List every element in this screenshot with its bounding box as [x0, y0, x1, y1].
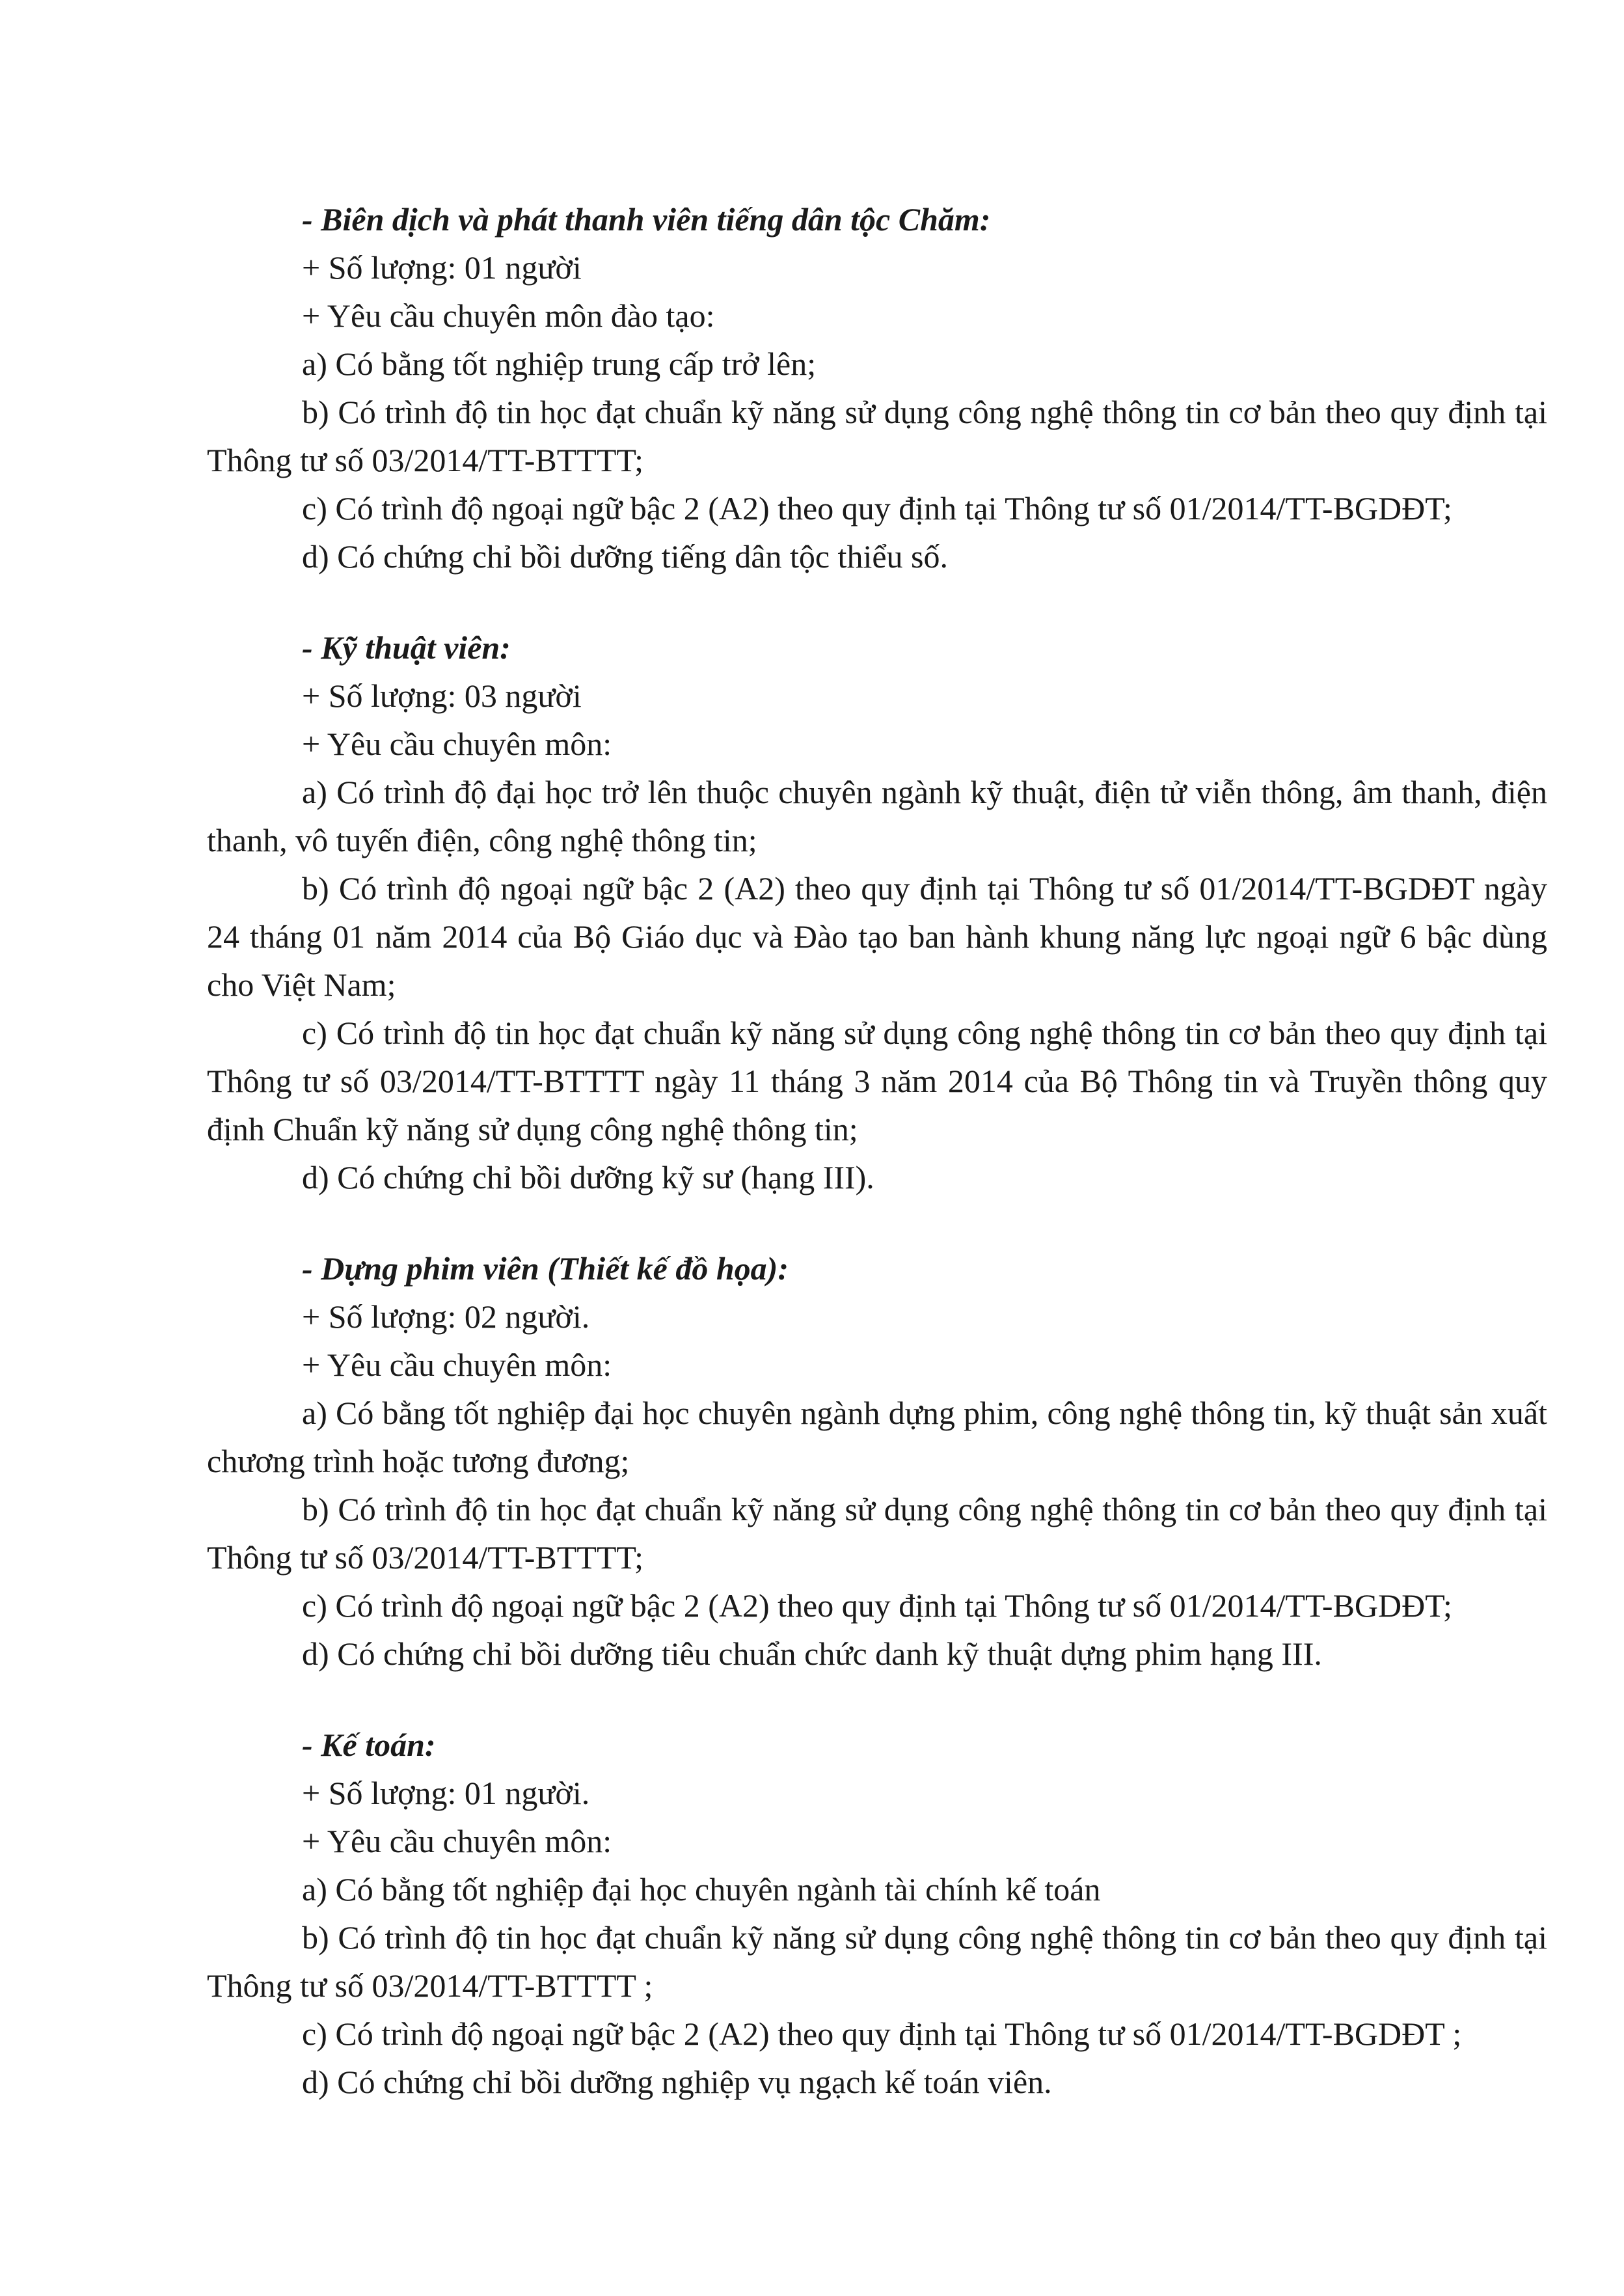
requirement-item: c) Có trình độ tin học đạt chuẩn kỹ năng sử dụng công nghệ thông tin cơ bản theo quy định tại Thông tư số 03/2014/TT-BTTTT ngày 11 tháng 3 năm 2014 của Bộ Thông tin và Truyền thông quy định Chuẩn kỹ năng sử dụng công nghệ thông tin; [207, 1015, 1547, 1147]
requirement-item: c) Có trình độ ngoại ngữ bậc 2 (A2) theo quy định tại Thông tư số 01/2014/TT-BGDĐT ; [302, 2016, 1462, 2052]
requirement-title: + Yêu cầu chuyên môn đào tạo: [302, 297, 715, 334]
document-page [207, 195, 1547, 2106]
requirement-item: b) Có trình độ ngoại ngữ bậc 2 (A2) theo quy định tại Thông tư số 01/2014/TT-BGDĐT ngày 24 tháng 01 năm 2014 của Bộ Giáo dục và Đào tạo ban hành khung năng lực ngoại ngữ 6 bậc dùng cho Việt Nam; [207, 870, 1547, 1003]
requirement-title: + Yêu cầu chuyên môn: [302, 1823, 612, 1859]
section-dung-phim-vien [207, 1244, 1547, 1678]
section-ky-thuat-vien [207, 623, 1547, 1201]
requirement-item: d) Có chứng chỉ bồi dưỡng nghiệp vụ ngạch kế toán viên. [302, 2064, 1052, 2100]
section-heading: - Kế toán: [302, 1727, 436, 1763]
requirement-item: a) Có bằng tốt nghiệp đại học chuyên ngành tài chính kế toán [302, 1871, 1101, 1907]
requirement-item: b) Có trình độ tin học đạt chuẩn kỹ năng sử dụng công nghệ thông tin cơ bản theo quy định tại Thông tư số 03/2014/TT-BTTTT ; [207, 1919, 1547, 2004]
quantity-line: + Số lượng: 01 người [302, 249, 582, 286]
requirement-title: + Yêu cầu chuyên môn: [302, 726, 612, 762]
section-heading: - Kỹ thuật viên: [302, 629, 511, 666]
quantity-line: + Số lượng: 02 người. [302, 1298, 590, 1335]
requirement-item: b) Có trình độ tin học đạt chuẩn kỹ năng sử dụng công nghệ thông tin cơ bản theo quy định tại Thông tư số 03/2014/TT-BTTTT; [207, 1491, 1547, 1576]
requirement-item: a) Có bằng tốt nghiệp đại học chuyên ngành dựng phim, công nghệ thông tin, kỹ thuật sản xuất chương trình hoặc tương đương; [207, 1395, 1547, 1479]
requirement-item: d) Có chứng chỉ bồi dưỡng tiêu chuẩn chức danh kỹ thuật dựng phim hạng III. [302, 1635, 1322, 1672]
requirement-item: c) Có trình độ ngoại ngữ bậc 2 (A2) theo quy định tại Thông tư số 01/2014/TT-BGDĐT; [302, 1587, 1452, 1624]
requirement-item: b) Có trình độ tin học đạt chuẩn kỹ năng sử dụng công nghệ thông tin cơ bản theo quy định tại Thông tư số 03/2014/TT-BTTTT; [207, 394, 1547, 478]
section-bien-dich-cham [207, 195, 1547, 581]
section-heading: - Biên dịch và phát thanh viên tiếng dân tộc Chăm: [302, 201, 991, 238]
section-ke-toan [207, 1721, 1547, 2106]
requirement-item: c) Có trình độ ngoại ngữ bậc 2 (A2) theo quy định tại Thông tư số 01/2014/TT-BGDĐT; [302, 490, 1452, 526]
quantity-line: + Số lượng: 01 người. [302, 1775, 590, 1811]
requirement-item: d) Có chứng chỉ bồi dưỡng kỹ sư (hạng III). [302, 1159, 874, 1196]
section-heading: - Dựng phim viên (Thiết kế đồ họa): [302, 1250, 789, 1287]
quantity-line: + Số lượng: 03 người [302, 677, 582, 714]
requirement-title: + Yêu cầu chuyên môn: [302, 1346, 612, 1383]
requirement-item: a) Có bằng tốt nghiệp trung cấp trở lên; [302, 346, 817, 382]
requirement-item: d) Có chứng chỉ bồi dưỡng tiếng dân tộc thiểu số. [302, 538, 948, 575]
requirement-item: a) Có trình độ đại học trở lên thuộc chuyên ngành kỹ thuật, điện tử viễn thông, âm thanh, điện thanh, vô tuyến điện, công nghệ thông tin; [207, 774, 1547, 858]
